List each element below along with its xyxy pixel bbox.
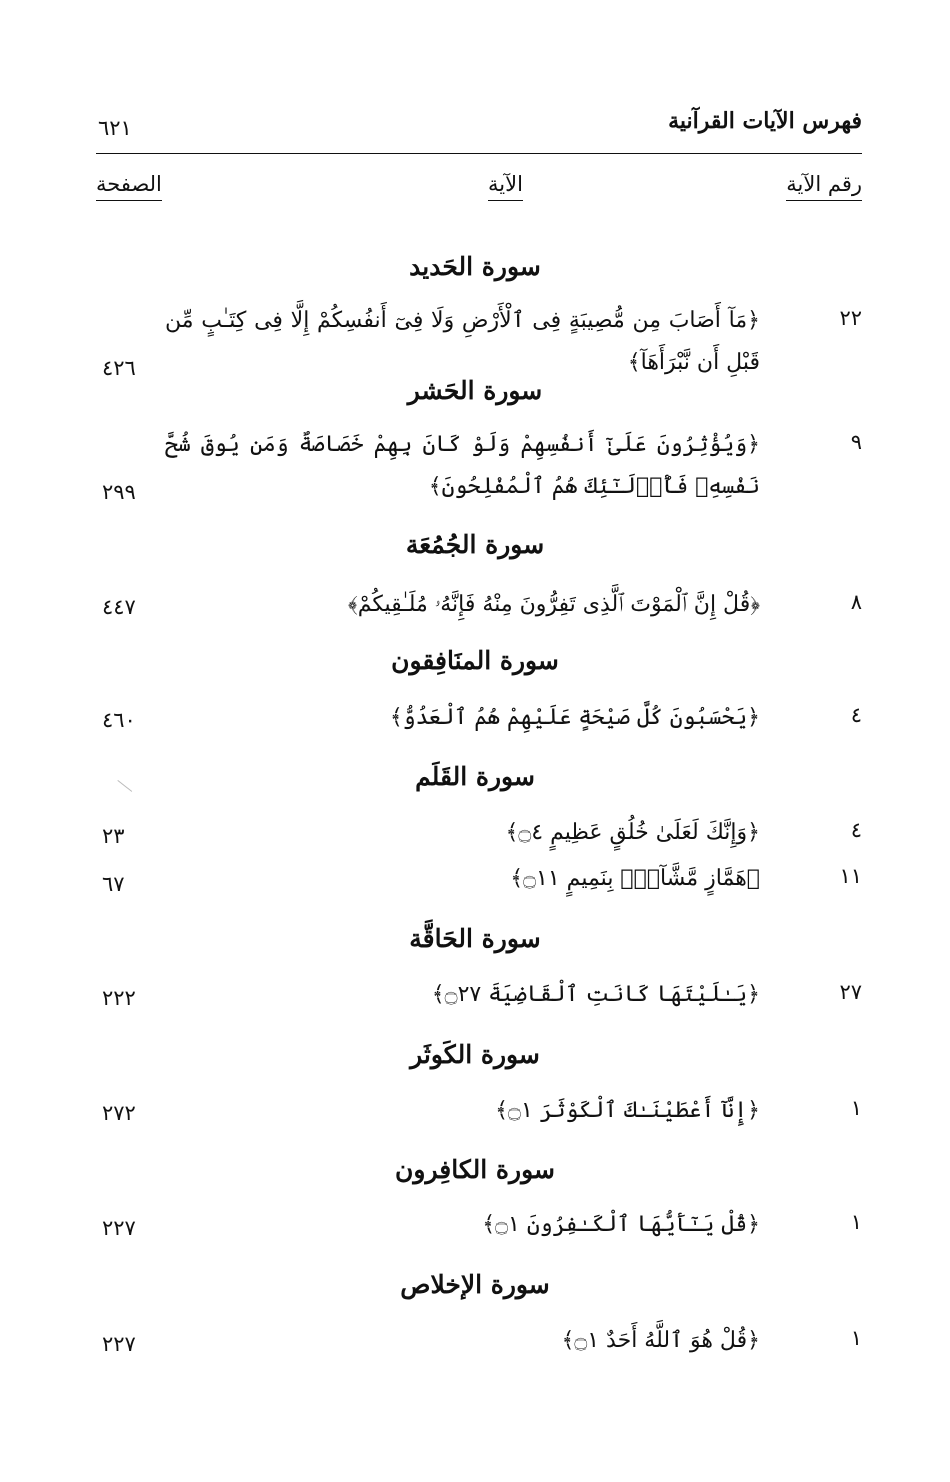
surah-title-ikhlas: سورة الإخلاص xyxy=(400,1270,550,1299)
verse-page: ٢٩٩ xyxy=(102,480,136,504)
verse-number: ٢٧ xyxy=(839,980,862,1004)
verse-number: ١ xyxy=(850,1210,862,1234)
verse-number: ٤ xyxy=(850,818,862,842)
running-title: فهرس الآيات القرآنية xyxy=(668,108,862,134)
verse-page: ٤٦٠ xyxy=(102,708,136,732)
column-header-verse: الآية xyxy=(488,172,523,201)
verse-text: ﴿مَآ أَصَابَ مِن مُّصِيبَةٍ فِى ٱلْأَرْضِ وَلَا فِىٓ أَنفُسِكُمْ إِلَّا فِى كِتَـٰبٍ مِّن قَبْلِ أَن نَّبْرَأَهَآ﴾ xyxy=(165,308,760,375)
verse-page: ٦٧ xyxy=(102,872,125,896)
surah-title-hadid: سورة الحَديد xyxy=(409,252,541,281)
verse-number: ٩ xyxy=(850,430,862,454)
verse-number: ٤ xyxy=(850,703,862,727)
verse-text: ﴿هَمَّازٍ مَّشَّآءٍۭ بِنَمِيمٍ ۝١١﴾ xyxy=(510,866,760,891)
surah-title-hashr: سورة الحَشر xyxy=(407,376,543,405)
verse-text: ﴿قُلْ إِنَّ ٱلْمَوْتَ ٱلَّذِى تَفِرُّونَ مِنْهُ فَإِنَّهُۥ مُلَـٰقِيكُمْ﴾ xyxy=(347,592,760,617)
verse-text: ﴿يَحْسَبُونَ كُلَّ صَيْحَةٍ عَلَيْهِمْ هُمُ ٱلْعَدُوُّ﴾ xyxy=(389,705,760,730)
page-number: ٦٢١ xyxy=(98,116,132,140)
verse-page: ٤٢٦ xyxy=(102,356,136,380)
surah-title-kawthar: سورة الكَوثَر xyxy=(410,1040,540,1069)
header-rule xyxy=(96,153,862,154)
verse-page: ٢٣ xyxy=(102,824,125,848)
verse-number: ٢٢ xyxy=(839,306,862,330)
verse-page: ٢٢٧ xyxy=(102,1332,136,1356)
verse-page: ٢٧٢ xyxy=(102,1101,136,1125)
surah-title-munafiqun: سورة المنَافِقون xyxy=(391,646,559,675)
column-header-page: الصفحة xyxy=(96,172,162,201)
surah-title-jumuah: سورة الجُمُعَة xyxy=(405,530,545,559)
verse-number: ١ xyxy=(850,1096,862,1120)
verse-page: ٢٢٢ xyxy=(102,986,136,1010)
surah-title-haqqah: سورة الحَاقَّة xyxy=(409,924,541,953)
verse-text: ﴿يَـٰلَيْتَهَا كَانَتِ ٱلْقَاضِيَةَ ۝٢٧﴾ xyxy=(431,982,760,1007)
verse-page: ٢٢٧ xyxy=(102,1216,136,1240)
verse-text: ﴿وَيُؤْثِرُونَ عَلَىٰٓ أَنفُسِهِمْ وَلَوْ كَانَ بِهِمْ خَصَاصَةٌ وَمَن يُوقَ شُحَّ نَفْسِهِۦ فَأُو۟لَـٰٓئِكَ هُمُ ٱلْمُفْلِحُونَ﴾ xyxy=(165,432,760,499)
surah-title-kafirun: سورة الكافِرون xyxy=(395,1155,555,1184)
verse-number: ١ xyxy=(850,1326,862,1350)
verse-page: ٤٤٧ xyxy=(102,595,136,619)
verse-text: ﴿قُلْ يَـٰٓأَيُّهَا ٱلْكَـٰفِرُونَ ۝١﴾ xyxy=(482,1212,760,1237)
verse-text: ﴿وَإِنَّكَ لَعَلَىٰ خُلُقٍ عَظِيمٍ ۝٤﴾ xyxy=(505,820,760,845)
verse-text: ﴿قُلْ هُوَ ٱللَّهُ أَحَدٌ ۝١﴾ xyxy=(561,1328,760,1353)
surah-title-qalam: سورة القَلَم xyxy=(415,762,535,791)
verse-text: ﴿إِنَّآ أَعْطَيْنَـٰكَ ٱلْكَوْثَرَ ۝١﴾ xyxy=(495,1098,760,1123)
verse-number: ١١ xyxy=(839,864,862,888)
verse-number: ٨ xyxy=(850,590,862,614)
column-header-verse-number: رقم الآية xyxy=(786,172,862,201)
